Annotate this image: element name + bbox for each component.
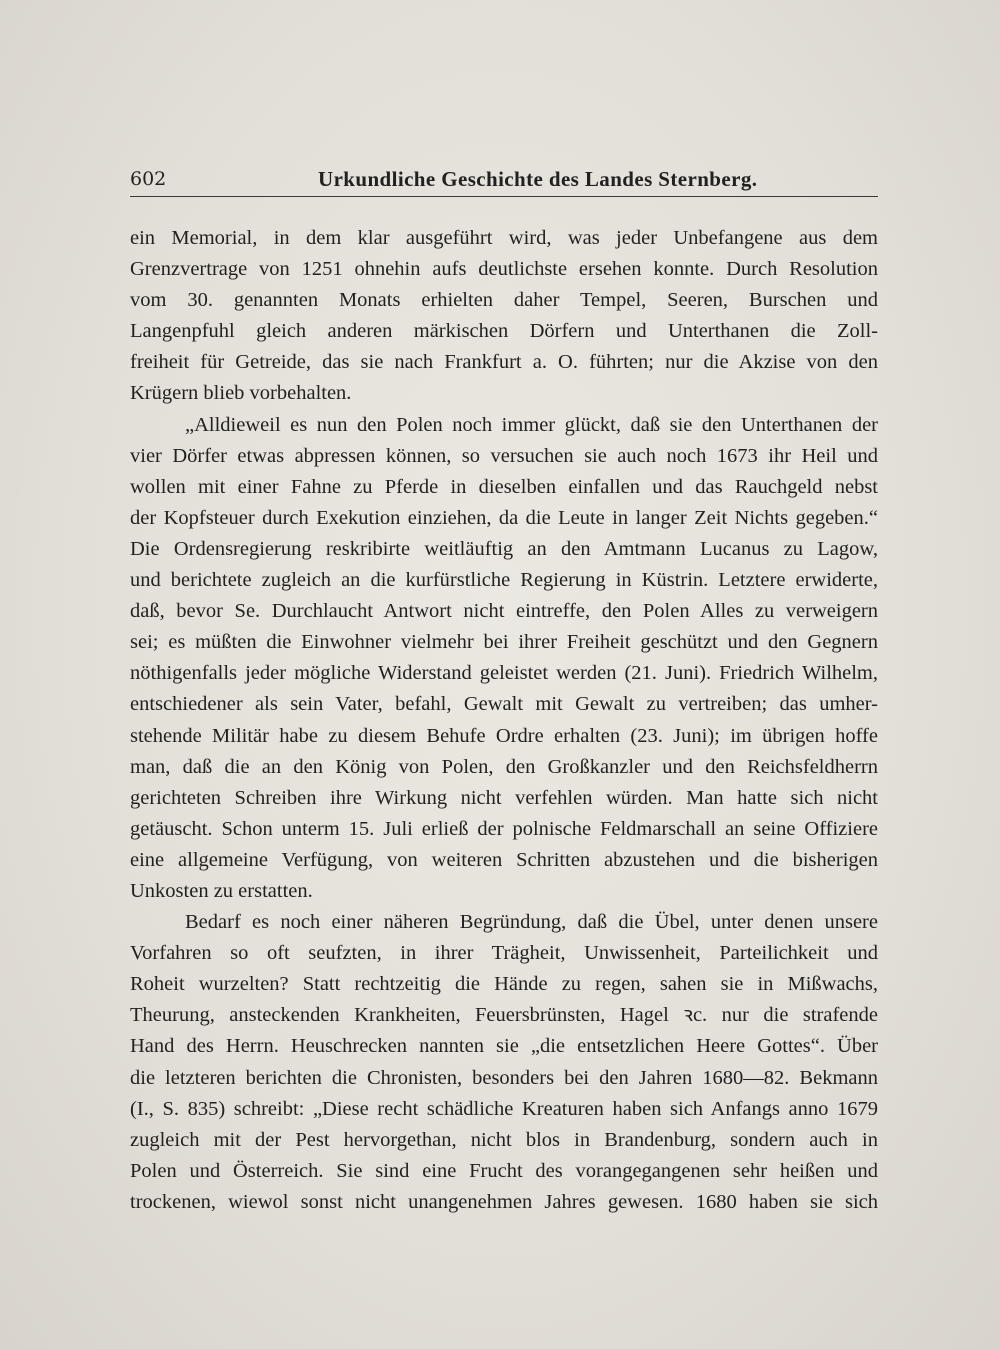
text-line: daß, bevor Se. Durchlaucht Antwort nicht eintreffe, den Polen Alles zu verweigern [130, 600, 878, 623]
body-text [130, 223, 878, 1218]
text-line: Unkosten zu erstatten. [130, 879, 313, 902]
text-line: getäuscht. Schon unterm 15. Juli erließ der polnische Feldmarschall an seine Offiziere [130, 817, 878, 840]
text-line: vom 30. genannten Monats erhielten daher Tempel, Seeren, Burschen und [130, 289, 878, 312]
text-line: Grenzvertrage von 1251 ohnehin aufs deutlichste ersehen konnte. Durch Resolution [130, 258, 878, 281]
text-line: sei; es müßten die Einwohner vielmehr bei ihrer Freiheit geschützt und den Gegnern [130, 631, 878, 654]
text-line: vier Dörfer etwas abpressen können, so versuchen sie auch noch 1673 ihr Heil und [130, 444, 878, 467]
text-line: Theurung, ansteckenden Krankheiten, Feuersbrünsten, Hagel ꝛc. nur die strafende [130, 1004, 878, 1027]
text-line: und berichtete zugleich an die kurfürstliche Regierung in Küstrin. Letztere erwiderte, [130, 569, 878, 592]
text-line: zugleich mit der Pest hervorgethan, nicht blos in Brandenburg, sondern auch in [130, 1128, 878, 1151]
page-number: 602 [130, 168, 167, 190]
text-line: Bedarf es noch einer näheren Begründung, daß die Übel, unter denen unsere [185, 911, 878, 934]
text-line: nöthigenfalls jeder mögliche Widerstand geleistet werden (21. Juni). Friedrich Wilhelm, [130, 662, 878, 685]
text-line: trockenen, wiewol sonst nicht unangenehmen Jahres gewesen. 1680 haben sie sich [130, 1190, 878, 1213]
text-line: der Kopfsteuer durch Exekution einziehen, da die Leute in langer Zeit Nichts gegeben.“ [130, 506, 878, 529]
text-line: gerichteten Schreiben ihre Wirkung nicht verfehlen würden. Man hatte sich nicht [130, 786, 878, 809]
paragraph [130, 907, 878, 1218]
paragraph [130, 410, 878, 908]
text-line: die letzteren berichten die Chronisten, besonders bei den Jahren 1680—82. Bekmann [130, 1066, 878, 1089]
text-line: Krügern blieb vorbehalten. [130, 382, 352, 405]
text-line: Hand des Herrn. Heuschrecken nannten sie „die entsetzlichen Heere Gottes“. Über [130, 1035, 878, 1058]
text-line: entschiedener als sein Vater, befahl, Gewalt mit Gewalt zu vertreiben; das umher- [130, 693, 878, 716]
text-line: Vorfahren so oft seufzten, in ihrer Trägheit, Unwissenheit, Parteilichkeit und [130, 942, 878, 965]
page-header [130, 162, 878, 197]
running-title: Urkundliche Geschichte des Landes Sternberg. [318, 167, 758, 191]
text-line: Polen und Österreich. Sie sind eine Frucht des vorangegangenen sehr heißen und [130, 1159, 878, 1182]
text-line: ein Memorial, in dem klar ausgeführt wird, was jeder Unbefangene aus dem [130, 227, 878, 249]
text-line: „Alldieweil es nun den Polen noch immer glückt, daß sie den Unterthanen der [185, 413, 878, 436]
text-line: wollen mit einer Fahne zu Pferde in dieselben einfallen und das Rauchgeld nebst [130, 475, 878, 498]
text-line: stehende Militär habe zu diesem Behufe Ordre erhalten (23. Juni); im übrigen hoffe [130, 724, 878, 747]
text-line: man, daß die an den König von Polen, den Großkanzler und den Reichsfeldherrn [130, 755, 878, 778]
text-line: Langenpfuhl gleich anderen märkischen Dörfern und Unterthanen die Zoll- [130, 320, 878, 343]
text-line: Die Ordensregierung reskribirte weitläuftig an den Amtmann Lucanus zu Lagow, [130, 537, 878, 560]
paragraph [130, 223, 878, 410]
text-line: eine allgemeine Verfügung, von weiteren Schritten abzustehen und die bisherigen [130, 848, 878, 871]
text-line: (I., S. 835) schreibt: „Diese recht schädliche Kreaturen haben sich Anfangs anno 1679 [130, 1097, 878, 1120]
text-line: Roheit wurzelten? Statt rechtzeitig die Hände zu regen, sahen sie in Mißwachs, [130, 973, 878, 996]
text-line: freiheit für Getreide, das sie nach Frankfurt a. O. führten; nur die Akzise von den [130, 351, 878, 374]
